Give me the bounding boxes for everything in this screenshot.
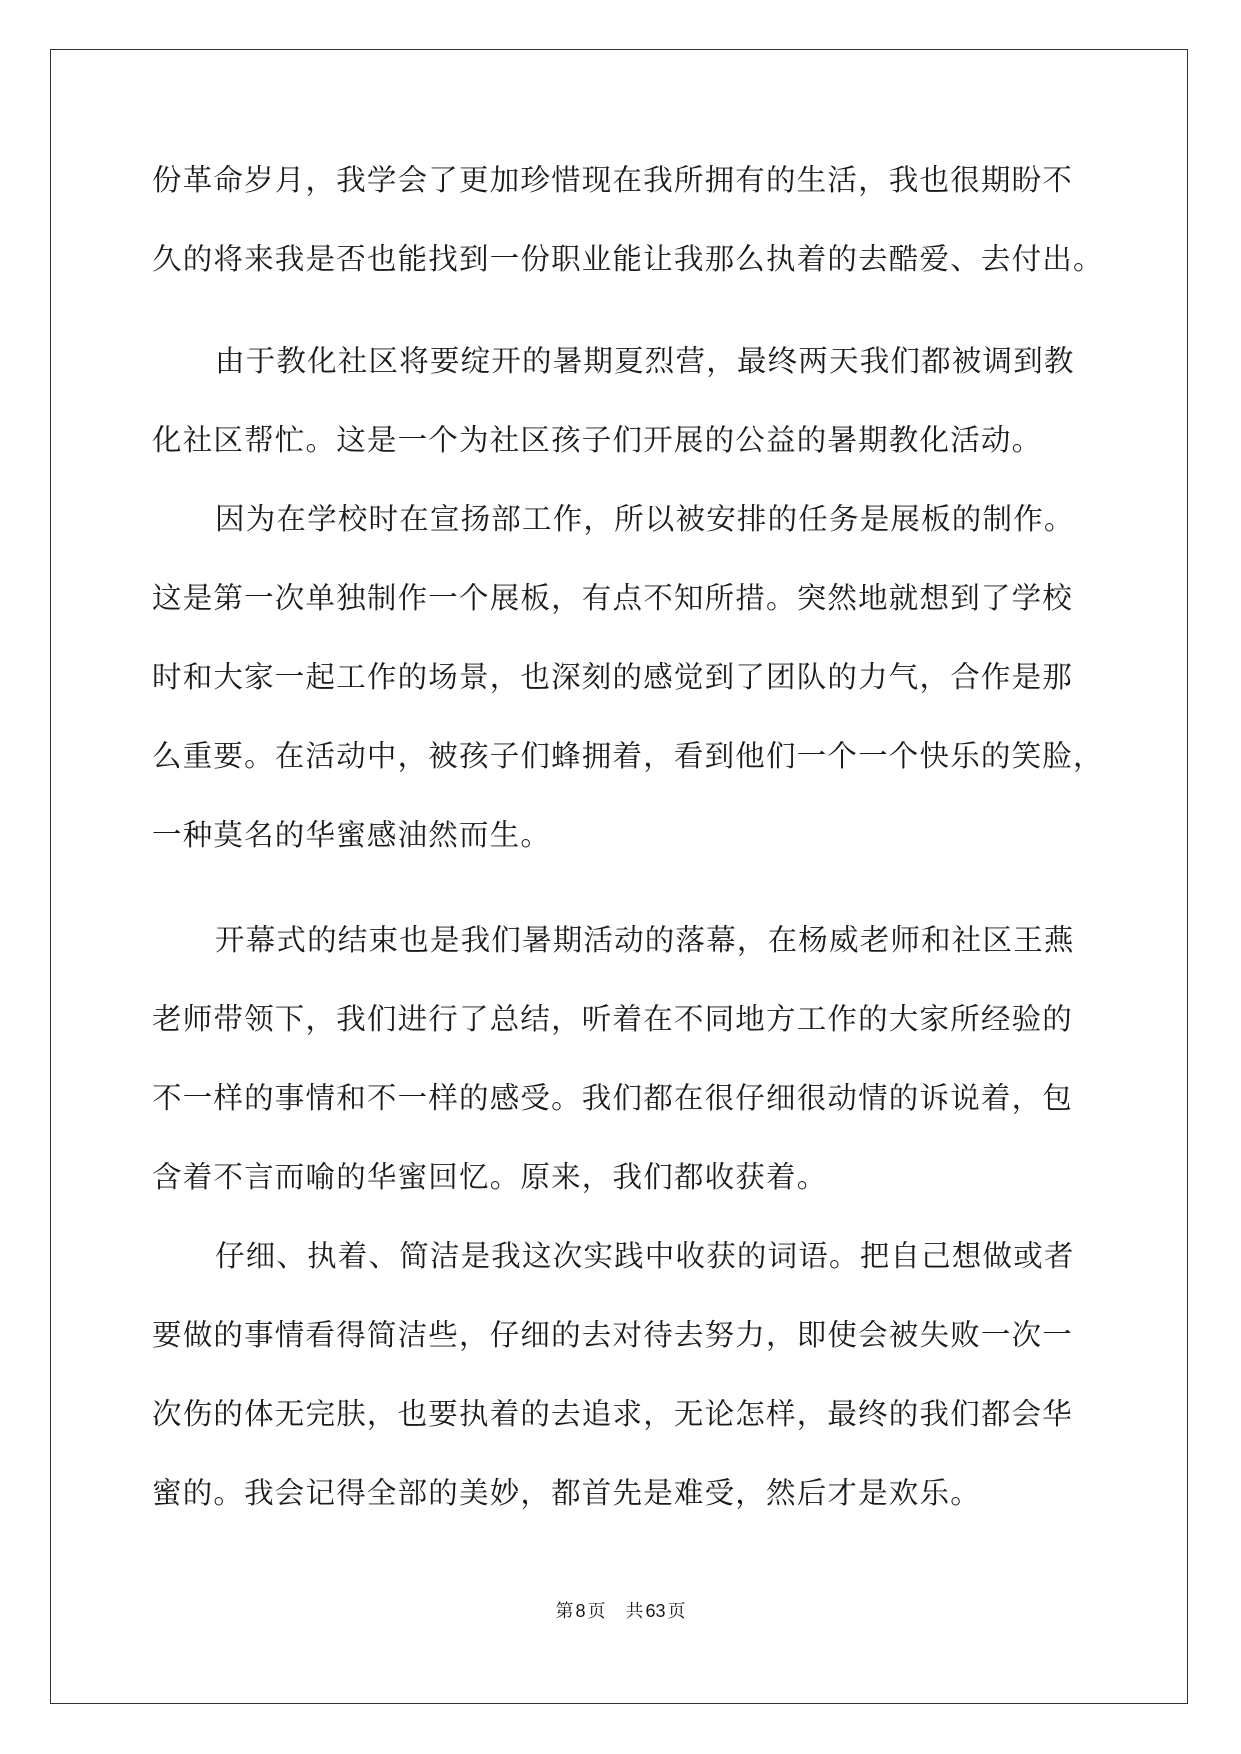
text-line: 时和大家一起工作的场景，也深刻的感觉到了团队的力气，合作是那 [152, 660, 1074, 694]
text-line: 化社区帮忙。这是一个为社区孩子们开展的公益的暑期教化活动。 [152, 423, 1043, 457]
current-page-number: 8 [575, 1601, 586, 1621]
page-border [50, 49, 1188, 1704]
text-line: 么重要。在活动中，被孩子们蜂拥着，看到他们一个一个快乐的笑脸， [152, 739, 1104, 773]
text-line: 一种莫名的华蜜感油然而生。 [152, 818, 552, 852]
total-page-count: 63 [645, 1601, 666, 1621]
paragraph-first-line: 由于教化社区将要绽开的暑期夏烈营，最终两天我们都被调到教 [215, 344, 1075, 378]
text-line: 久的将来我是否也能找到一份职业能让我那么执着的去酷爱、去付出。 [152, 242, 1104, 276]
text-line: 份革命岁月，我学会了更加珍惜现在我所拥有的生活，我也很期盼不 [152, 163, 1074, 197]
footer-total-unit: 页 [667, 1601, 686, 1621]
paragraph-first-line: 仔细、执着、简洁是我这次实践中收获的词语。把自己想做或者 [215, 1239, 1075, 1273]
footer-prefix: 第 [555, 1601, 574, 1621]
text-line: 这是第一次单独制作一个展板，有点不知所措。突然地就想到了学校 [152, 581, 1074, 615]
text-line: 蜜的。我会记得全部的美妙，都首先是难受，然后才是欢乐。 [152, 1476, 981, 1510]
text-line: 不一样的事情和不一样的感受。我们都在很仔细很动情的诉说着，包 [152, 1081, 1074, 1115]
paragraph-first-line: 开幕式的结束也是我们暑期活动的落幕，在杨威老师和社区王燕 [215, 923, 1075, 957]
text-line: 老师带领下，我们进行了总结，听着在不同地方工作的大家所经验的 [152, 1002, 1074, 1036]
page-footer [0, 1597, 1241, 1623]
footer-total-prefix: 共 [625, 1601, 644, 1621]
text-line: 含着不言而喻的华蜜回忆。原来，我们都收获着。 [152, 1160, 828, 1194]
text-line: 要做的事情看得简洁些，仔细的去对待去努力，即使会被失败一次一 [152, 1318, 1074, 1352]
footer-page-unit: 页 [587, 1601, 606, 1621]
text-line: 次伤的体无完肤，也要执着的去追求，无论怎样，最终的我们都会华 [152, 1397, 1074, 1431]
paragraph-first-line: 因为在学校时在宣扬部工作，所以被安排的任务是展板的制作。 [215, 502, 1075, 536]
